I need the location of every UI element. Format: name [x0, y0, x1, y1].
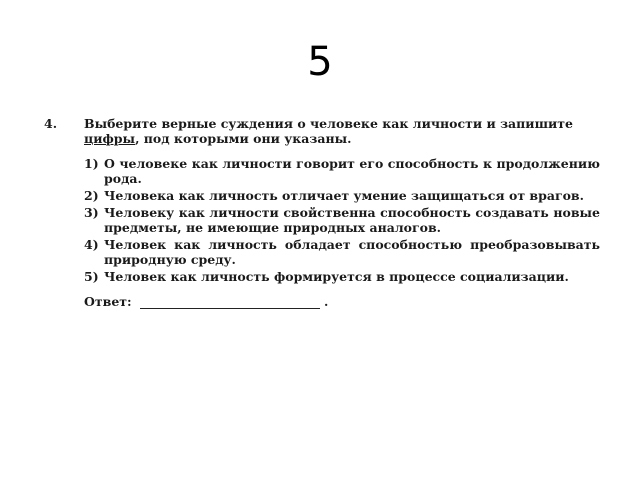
option-number: 2): [84, 188, 99, 203]
option-item: [84, 188, 600, 203]
answer-field[interactable]: [140, 296, 320, 309]
option-text: Человеку как личности свойственна способность создавать новые предметы, не имеющие природных аналогов.: [104, 205, 600, 235]
option-text: Человек как личность обладает способностью преобразовывать природную среду.: [104, 237, 600, 267]
option-text: Человека как личность отличает умение защищаться от врагов.: [104, 188, 584, 203]
task-instruction-emphasis: цифры: [84, 131, 136, 146]
task-block: [44, 116, 600, 309]
answer-label: Ответ:: [84, 294, 132, 309]
option-item: [84, 237, 600, 267]
option-number: 3): [84, 205, 99, 220]
option-text: О человеке как личности говорит его способность к продолжению рода.: [104, 156, 600, 186]
option-number: 1): [84, 156, 99, 171]
task-number: 4.: [44, 116, 58, 131]
answer-period: .: [324, 294, 329, 309]
options-list: [84, 156, 600, 284]
answer-row: [84, 294, 600, 309]
option-item: [84, 156, 600, 186]
option-number: 5): [84, 269, 99, 284]
task-instruction: Выберите верные суждения о человеке как личности и запишите цифры, под которыми они указаны.: [84, 116, 573, 146]
slide-number: 5: [307, 39, 333, 85]
option-item: [84, 269, 600, 284]
option-number: 4): [84, 237, 99, 252]
task-header: [44, 116, 600, 146]
option-item: [84, 205, 600, 235]
option-text: Человек как личность формируется в процессе социализации.: [104, 269, 569, 284]
